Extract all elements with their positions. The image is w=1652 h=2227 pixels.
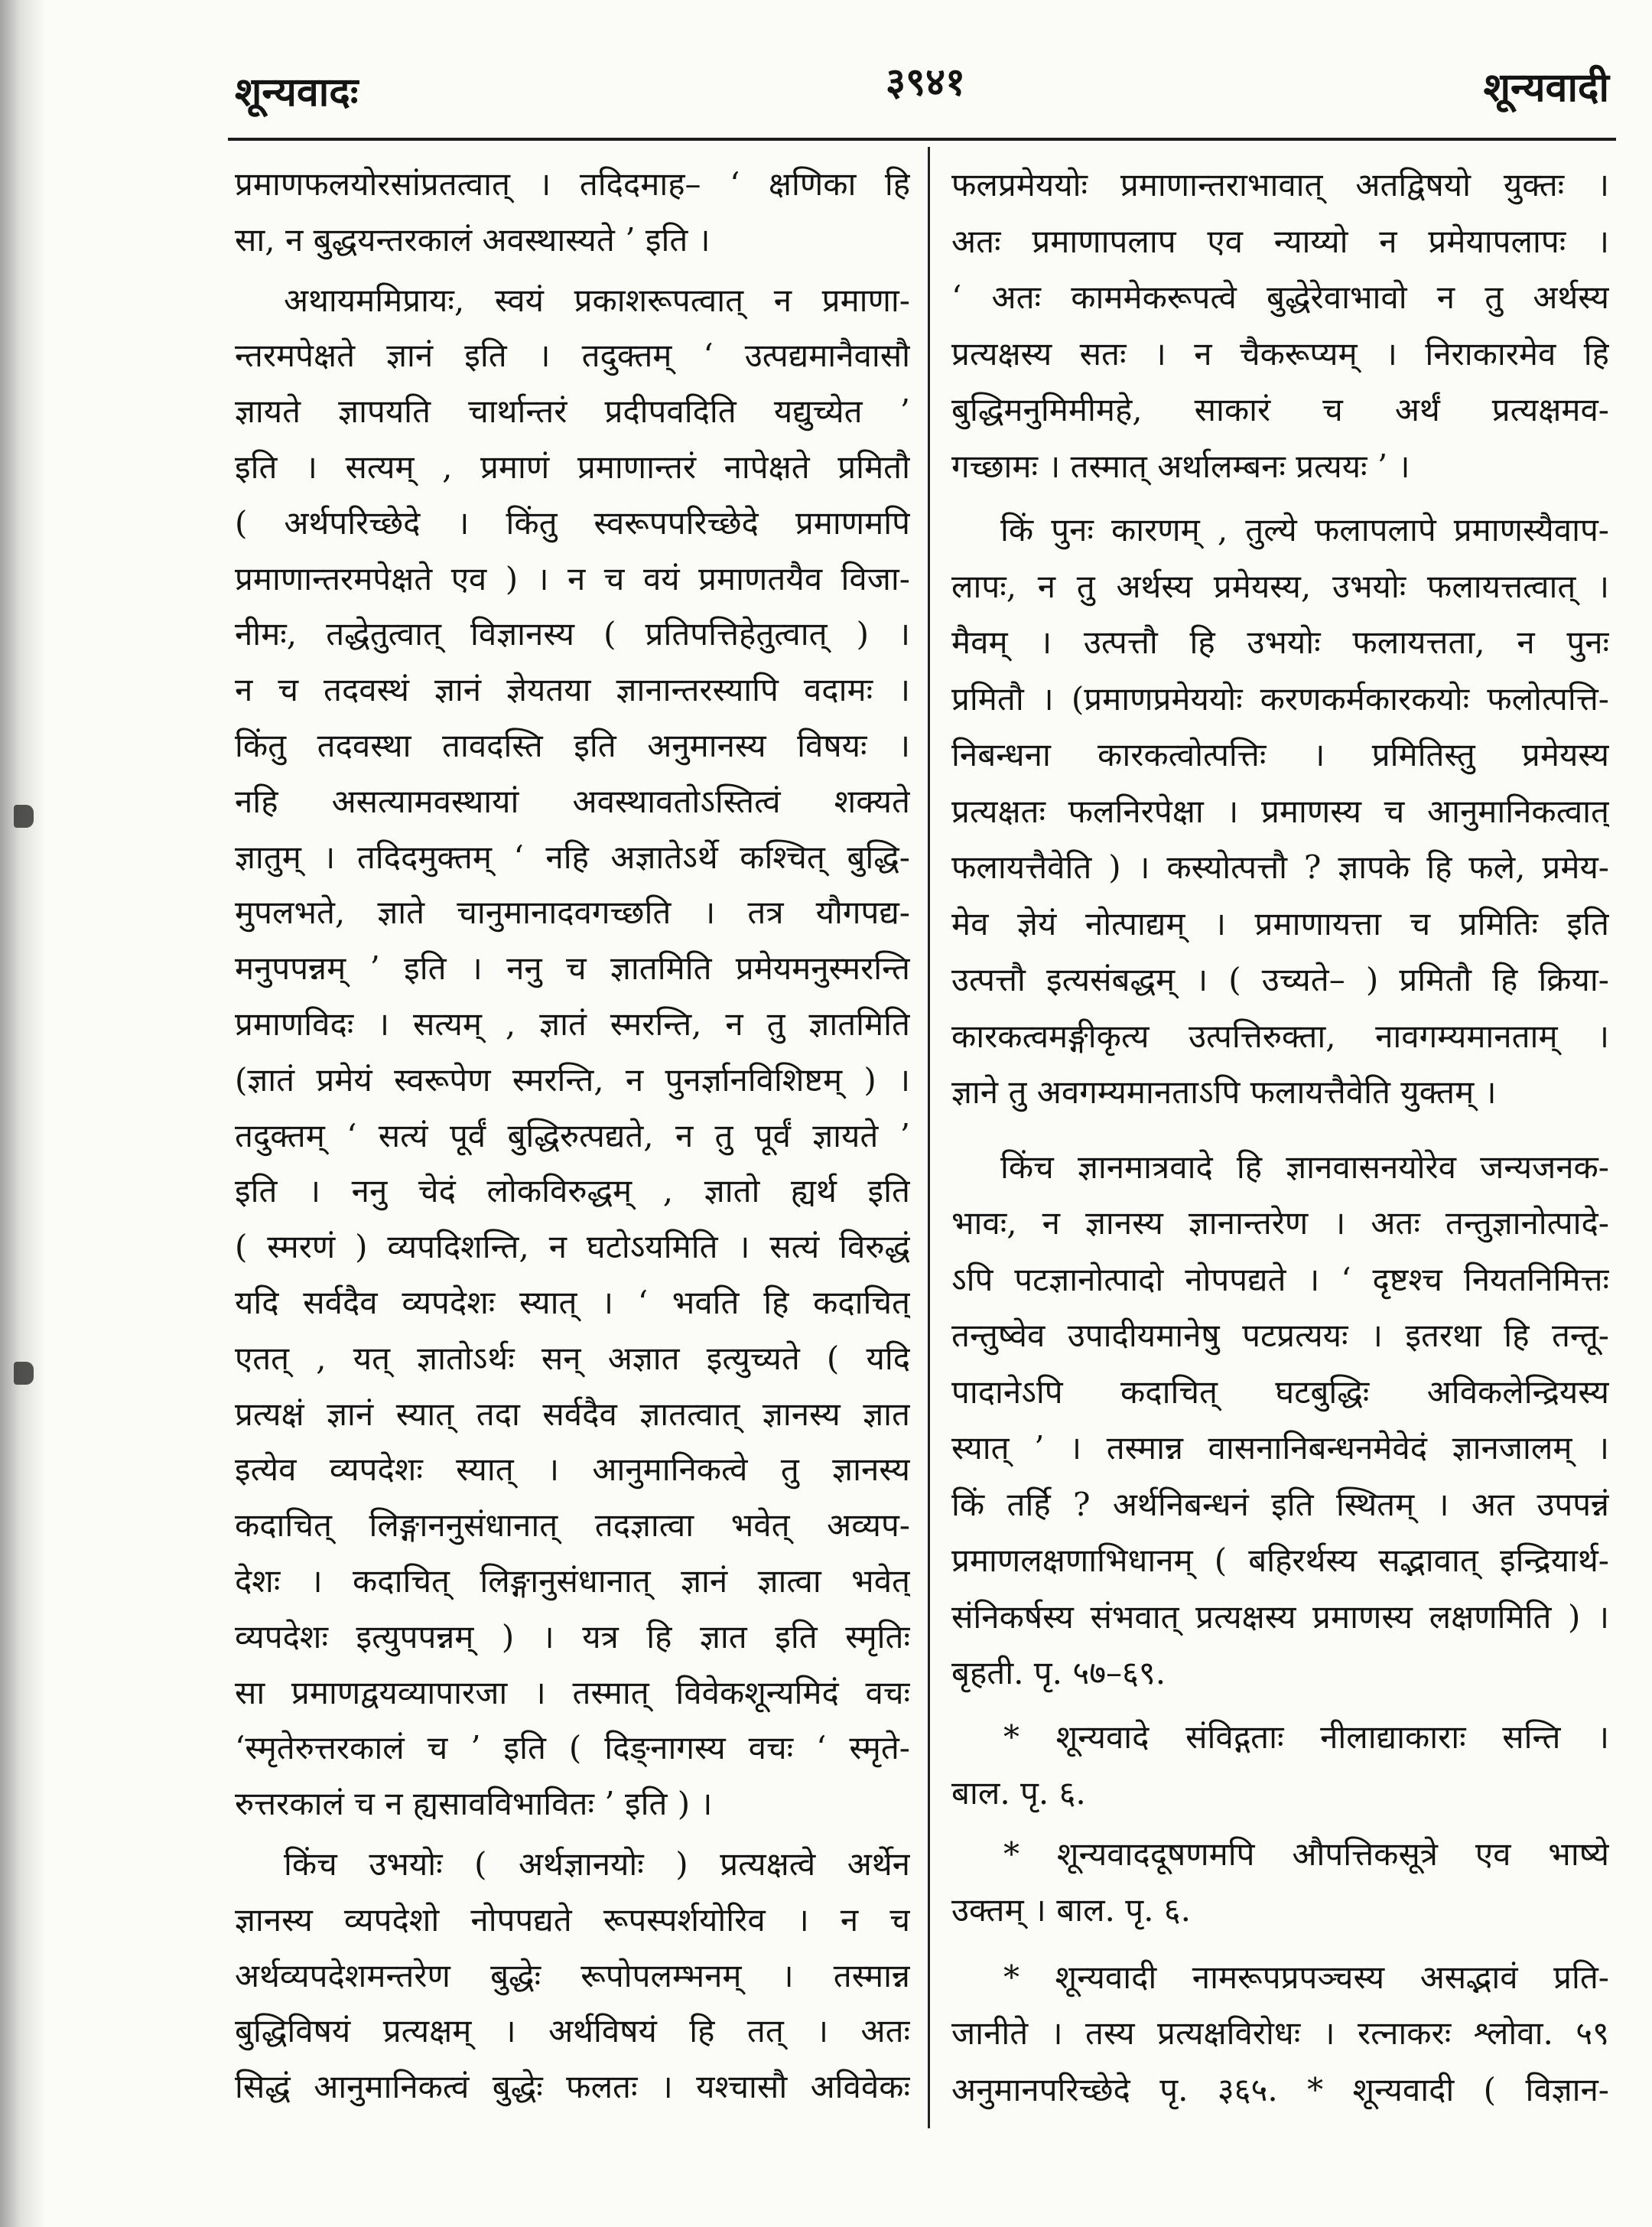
text-line: भावः, न ज्ञानस्य ज्ञानान्तरेण । अतः तन्तुज्ञानोत्पादे- bbox=[951, 1204, 1609, 1242]
text-line: मेव ज्ञेयं नोत्पाद्यम् । प्रमाणायत्ता च प्रमितिः इति bbox=[951, 904, 1609, 943]
text-line: व्यपदेशः इत्युपपन्नम् ) । यत्र हि ज्ञात इति स्मृतिः bbox=[235, 1617, 910, 1656]
text-line: न्तरमपेक्षते ज्ञानं इति । तदुक्तम् ‘ उत्पद्यमानैवासौ bbox=[235, 337, 910, 375]
paragraph bbox=[951, 502, 1609, 1121]
text-line: प्रमाणलक्षणाभिधानम् ( बहिरर्थस्य सद्भावात् इन्द्रियार्थ- bbox=[951, 1542, 1609, 1579]
text-line: कदाचित् लिङ्गाननुसंधानात् तदज्ञात्वा भवेत् अव्यप- bbox=[235, 1506, 910, 1545]
text-line: बुद्धिविषयं प्रत्यक्षम् । अर्थविषयं हि तत् । अतः bbox=[235, 2012, 910, 2050]
text-line: सिद्धं आनुमानिकत्वं बुद्धेः फलतः । यश्चासौ अविवेकः bbox=[235, 2068, 910, 2106]
text-line: ज्ञायते ज्ञापयति चार्थान्तरं प्रदीपवदिति यद्युच्येत ’ bbox=[235, 392, 910, 431]
text-line: अतः प्रमाणापलाप एव न्याय्यो न प्रमेयापलापः । bbox=[951, 222, 1609, 260]
text-line: ऽपि पटज्ञानोत्पादो नोपपद्यते । ‘ दृष्टश्च नियतनिमित्तः bbox=[951, 1260, 1609, 1298]
text-line: किंतु तदवस्था तावदस्ति इति अनुमानस्य विषयः । bbox=[235, 726, 910, 764]
text-line: प्रमाणान्तरमपेक्षते एव ) । न च वयं प्रमाणतयैव विजा- bbox=[235, 559, 910, 597]
text-line: इति । सत्यम् , प्रमाणं प्रमाणान्तरं नापेक्षते प्रमितौ bbox=[235, 448, 910, 486]
text-line: बुद्धिमनुमिमीमहे, साकारं च अर्थं प्रत्यक्षमव- bbox=[951, 391, 1609, 428]
text-line: किं तर्हि ? अर्थनिबन्धनं इति स्थितम् । अत उपपन्नं bbox=[951, 1485, 1609, 1523]
text-line: गच्छामः । तस्मात् अर्थालम्बनः प्रत्ययः ’ । bbox=[951, 447, 1410, 485]
paragraph bbox=[951, 1709, 1609, 1822]
text-line: अथायममिप्रायः, स्वयं प्रकाशरूपत्वात् न प्रमाणा- bbox=[284, 281, 910, 319]
text-line: न च तदवस्थं ज्ञानं ज्ञेयतया ज्ञानान्तरस्यापि वदामः । bbox=[235, 671, 910, 709]
scan-edge-mark bbox=[14, 805, 34, 828]
text-line: निबन्धना कारकत्वोत्पत्तिः । प्रमितिस्तु प्रमेयस्य bbox=[951, 736, 1609, 773]
text-line: तदुक्तम् ‘ सत्यं पूर्वं बुद्धिरुत्पद्यते, न तु पूर्वं ज्ञायते ’ bbox=[235, 1116, 910, 1154]
text-line: * शून्यवादे संविद्गताः नीलाद्याकाराः सन्ति । bbox=[1003, 1717, 1609, 1756]
text-line: * शून्यवाददूषणमपि औपत्तिकसूत्रे एव भाष्ये bbox=[1003, 1835, 1609, 1873]
text-line: पादानेऽपि कदाचित् घटबुद्धिः अविकलेन्द्रियस्य bbox=[951, 1372, 1609, 1411]
text-line: प्रत्यक्षं ज्ञानं स्यात् तदा सर्वदैव ज्ञातत्वात् ज्ञानस्य ज्ञात bbox=[235, 1395, 910, 1433]
text-line: अनुमानपरिच्छेदे पृ. ३६५. * शून्यवादी ( विज्ञान- bbox=[951, 2070, 1609, 2108]
text-line: इति । ननु चेदं लोकविरुद्धम् , ज्ञातो ह्यर्थ इति bbox=[235, 1172, 910, 1210]
text-line: प्रमाणविदः । सत्यम् , ज्ञातं स्मरन्ति, न तु ज्ञातमिति bbox=[235, 1004, 910, 1043]
text-line: तन्तुष्वेव उपादीयमानेषु पटप्रत्ययः । इतरथा हि तन्तू- bbox=[951, 1317, 1609, 1354]
paragraph bbox=[235, 273, 910, 1832]
text-line: किंच ज्ञानमात्रवादे हि ज्ञानवासनयोरेव जन्यजनक- bbox=[1000, 1148, 1609, 1186]
text-line: ज्ञानस्य व्यपदेशो नोपपद्यते रूपस्पर्शयोरिव । न च bbox=[235, 1900, 910, 1939]
text-line: ज्ञाने तु अवगम्यमानताऽपि फलायत्तैवेति युक्तम् । bbox=[951, 1073, 1497, 1111]
text-line: मैवम् । उत्पत्तौ हि उभयोः फलायत्तता, न पुनः bbox=[951, 623, 1609, 661]
text-line: लापः, न तु अर्थस्य प्रमेयस्य, उभयोः फलायत्तत्वात् । bbox=[951, 567, 1609, 605]
column-divider bbox=[928, 147, 930, 2128]
text-line: देशः । कदाचित् लिङ्गानुसंधानात् ज्ञानं ज्ञात्वा भवेत् bbox=[235, 1561, 910, 1600]
text-line: नीमः, तद्धेतुत्वात् विज्ञानस्य ( प्रतिपत्तिहेतुत्वात् ) । bbox=[235, 615, 910, 653]
text-line: (ज्ञातं प्रमेयं स्वरूपेण स्मरन्ति, न पुनर्ज्ञानविशिष्टम् ) । bbox=[235, 1060, 910, 1099]
right-column bbox=[951, 157, 1609, 2118]
paragraph bbox=[951, 157, 1609, 494]
text-line: इत्येव व्यपदेशः स्यात् । आनुमानिकत्वे तु ज्ञानस्य bbox=[235, 1450, 910, 1489]
text-line: नहि असत्यामवस्थायां अवस्थावतोऽस्तित्वं शक्यते bbox=[235, 782, 910, 820]
text-line: सा, न बुद्धयन्तरकालं अवस्थास्यते ’ इति । bbox=[235, 220, 711, 259]
text-line: मुपलभते, ज्ञाते चानुमानादवगच्छति । तत्र यौगपद्य- bbox=[235, 894, 910, 932]
text-line: प्रमितौ । (प्रमाणप्रमेययोः करणकर्मकारकयोः फलोत्पत्ति- bbox=[951, 679, 1609, 718]
text-line: प्रमाणफलयोरसांप्रतत्वात् । तदिदमाह– ‘ क्षणिका हि bbox=[235, 165, 910, 203]
text-line: अर्थव्यपदेशमन्तरेण बुद्धेः रूपोपलम्भनम् । तस्मान्न bbox=[235, 1956, 910, 1994]
paragraph bbox=[951, 1139, 1609, 1701]
text-line: बाल. पृ. ६. bbox=[951, 1774, 1086, 1812]
paragraph bbox=[235, 1837, 910, 2115]
text-line: मनुपपन्नम् ’ इति । ननु च ज्ञातमिति प्रमेयमनुस्मरन्ति bbox=[235, 949, 910, 988]
running-head-right: शून्यवादी bbox=[1483, 64, 1609, 111]
text-line: संनिकर्षस्य संभवात् प्रत्यक्षस्य प्रमाणस्य लक्षणमिति ) । bbox=[951, 1597, 1609, 1636]
left-column bbox=[235, 157, 910, 2115]
text-line: बृहती. पृ. ५७–६९. bbox=[951, 1654, 1166, 1691]
text-line: उक्तम् । बाल. पृ. ६. bbox=[951, 1891, 1191, 1929]
text-line: किं पुनः कारणम् , तुल्ये फलापलापे प्रमाणस्यैवाप- bbox=[1000, 511, 1609, 549]
text-line: रुत्तरकालं च न ह्यसावविभावितः ’ इति ) । bbox=[235, 1785, 713, 1823]
paragraph bbox=[235, 157, 910, 269]
text-line: जानीते । तस्य प्रत्यक्षविरोधः । रत्नाकरः श्लोवा. ५९ bbox=[951, 2014, 1609, 2052]
page-number: ३९४१ bbox=[886, 59, 965, 104]
text-line: * शून्यवादी नामरूपप्रपञ्चस्य असद्भावं प्रति- bbox=[1003, 1958, 1609, 1996]
text-line: फलायत्तैवेति ) । कस्योत्पत्तौ ? ज्ञापके हि फले, प्रमेय- bbox=[951, 848, 1609, 886]
paragraph bbox=[951, 1826, 1609, 1939]
text-line: ( स्मरणं ) व्यपदिशन्ति, न घटोऽयमिति । सत्यं विरुद्धं bbox=[235, 1228, 910, 1266]
header-rule bbox=[228, 138, 1616, 141]
text-line: प्रत्यक्षस्य सतः । न चैकरूप्यम् । निराकारमेव हि bbox=[951, 334, 1609, 373]
text-line: ‘ अतः काममेकरूपत्वे बुद्धेरेवाभावो न तु अर्थस्य bbox=[951, 278, 1609, 316]
text-line: स्यात् ’ । तस्मान्न वासनानिबन्धनमेवेदं ज्ञानजालम् । bbox=[951, 1429, 1609, 1467]
text-line: सा प्रमाणद्वयव्यापारजा । तस्मात् विवेकशून्यमिदं वचः bbox=[235, 1673, 910, 1711]
text-line: कारकत्वमङ्गीकृत्य उत्पत्तिरुक्ता, नावगम्यमानताम् । bbox=[951, 1017, 1609, 1055]
text-line: किंच उभयोः ( अर्थज्ञानयोः ) प्रत्यक्षत्वे अर्थेन bbox=[284, 1844, 910, 1883]
text-line: एतत् , यत् ज्ञातोऽर्थः सन् अज्ञात इत्युच्यते ( यदि bbox=[235, 1339, 910, 1377]
text-line: फलप्रमेययोः प्रमाणान्तराभावात् अतद्विषयो युक्तः । bbox=[951, 166, 1609, 203]
running-head-left: शून्यवादः bbox=[235, 69, 359, 116]
text-line: प्रत्यक्षतः फलनिरपेक्षा । प्रमाणस्य च आनुमानिकत्वात् bbox=[951, 792, 1609, 830]
paragraph bbox=[951, 1949, 1609, 2118]
text-line: यदि सर्वदैव व्यपदेशः स्यात् । ‘ भवति हि कदाचित् bbox=[235, 1283, 910, 1321]
text-line: ‘स्मृतेरुत्तरकालं च ’ इति ( दिङ्नागस्य वचः ‘ स्मृते- bbox=[235, 1729, 910, 1767]
scan-edge-mark bbox=[14, 1362, 34, 1385]
scan-edge-noise bbox=[0, 0, 46, 2227]
text-line: ( अर्थपरिच्छेदे । किंतु स्वरूपपरिच्छेदे प्रमाणमपि bbox=[235, 503, 910, 542]
text-line: ज्ञातुम् । तदिदमुक्तम् ‘ नहि अज्ञातेऽर्थे कश्चित् बुद्धि- bbox=[235, 838, 910, 876]
text-line: उत्पत्तौ इत्यसंबद्धम् । ( उच्यते– ) प्रमितौ हि क्रिया- bbox=[951, 961, 1609, 998]
